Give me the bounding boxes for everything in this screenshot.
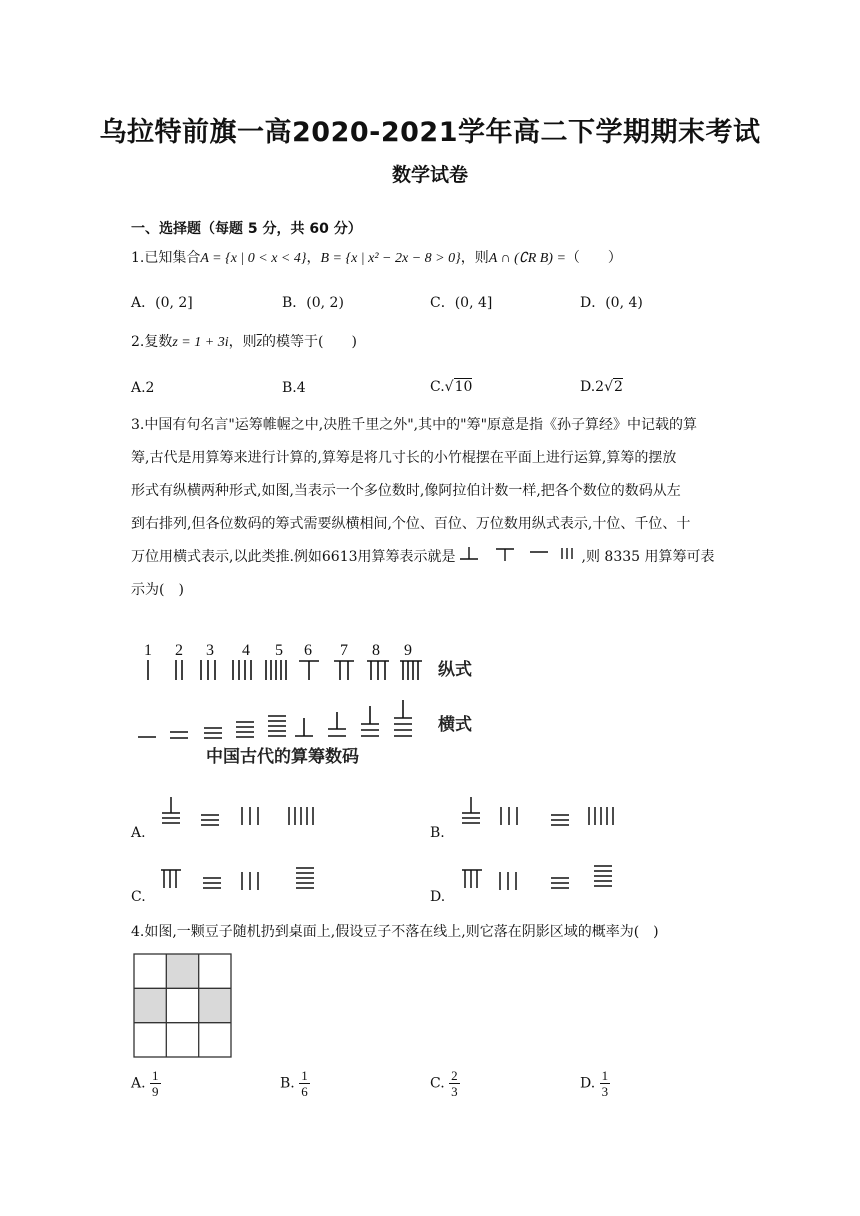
q4-option-b-den: 6 [301, 1084, 308, 1099]
q3-line-1: 3.中国有句名言"运筹帷幄之中,决胜千里之外",其中的"筹"原意是指《孙子算经》中记载的算 [131, 417, 698, 433]
grid-cell-shaded [166, 954, 198, 988]
rod-numerals-figure [138, 640, 483, 770]
digit-label-3: 3 [206, 642, 214, 659]
q3-option-c-label[interactable]: C. [131, 889, 146, 905]
q2-option-d[interactable]: D.2√2 [580, 379, 623, 395]
grid-cell [134, 954, 166, 988]
page-subtitle: 数学试卷 [391, 164, 468, 186]
q4-option-c-num: 2 [451, 1068, 458, 1083]
q2-option-c-label: C. [430, 379, 445, 395]
q4-option-c-fraction [449, 1068, 460, 1099]
q1-option-b[interactable]: B．(0, 2) [282, 295, 344, 311]
q3-line-2: 筹,古代是用算筹来进行计算的,算筹是将几寸长的小竹棍摆在平面上进行运算,算筹的摆放 [131, 450, 677, 466]
q2-option-d-label: D.2 [580, 379, 605, 395]
q2-option-d-radicand: 2 [614, 379, 623, 395]
digit-label-9: 9 [404, 642, 412, 659]
digit-label-1: 1 [144, 642, 152, 659]
q4-grid-figure [133, 953, 233, 1059]
q3-option-c-rods[interactable] [155, 862, 325, 896]
q4-option-a-den: 9 [152, 1084, 159, 1099]
q3-line-4: 到右排列,但各位数码的筹式需要纵横相间,个位、百位、万位数用纵式表示,十位、千位、十 [131, 516, 691, 532]
question-4: 4.如图,一颗豆子随机扔到桌面上,假设豆子不落在线上,则它落在阴影区域的概率为( ) [131, 924, 659, 940]
q1-option-a[interactable]: A．(0, 2] [131, 295, 193, 311]
q4-option-c-den: 3 [451, 1084, 458, 1099]
grid-cell [199, 1023, 231, 1057]
horizontal-form-label: 横式 [438, 715, 472, 735]
q2-option-c[interactable]: C.√10 [430, 379, 473, 395]
vertical-form-label: 纵式 [438, 660, 472, 680]
digit-label-6: 6 [304, 642, 312, 659]
grid-cell [166, 988, 198, 1022]
vertical-forms [148, 660, 422, 680]
q4-option-d-num: 1 [601, 1068, 609, 1083]
q3-option-d-label[interactable]: D. [430, 889, 446, 905]
q4-option-b-num: 1 [301, 1068, 308, 1083]
q4-option-d-den: 3 [601, 1084, 609, 1099]
q3-line-5-post: ,则 8335 用算筹可表 [581, 549, 715, 565]
grid-cell-shaded [134, 988, 166, 1022]
q1-set-a: A = {x | 0 < x < 4} [200, 251, 307, 266]
q4-option-b-label: B. [280, 1075, 295, 1092]
q2-zbar: $\overline{z}$ [256, 335, 263, 350]
digit-label-2: 2 [175, 642, 183, 659]
q3-option-b-label[interactable]: B. [430, 825, 445, 841]
q2-prefix: 2.复数 [131, 334, 173, 350]
q1-option-d[interactable]: D．(0, 4) [580, 295, 643, 311]
q2-z: z = 1 + 3i [172, 335, 229, 350]
question-3-text [131, 409, 733, 607]
page-title: 乌拉特前旗一高2020-2021学年高二下学期期末考试 [99, 117, 761, 148]
q4-option-d-label: D. [580, 1075, 596, 1092]
q2-option-c-radicand: 10 [454, 379, 473, 395]
q4-option-c-label: C. [430, 1075, 445, 1092]
q4-option-b[interactable] [280, 1068, 310, 1099]
q3-option-a-rods[interactable] [155, 795, 325, 829]
section-heading: 一、选择题（每题 5 分，共 60 分） [131, 221, 362, 237]
grid-cell-shaded [199, 988, 231, 1022]
horizontal-forms [138, 700, 412, 738]
rod-numerals-svg [138, 640, 483, 770]
q2-option-a[interactable]: A.2 [131, 380, 155, 396]
q4-option-a-num: 1 [152, 1068, 159, 1083]
q2-suffix: 的模等于( ) [262, 334, 357, 350]
q3-option-d-rods[interactable] [455, 862, 625, 896]
q4-option-a-fraction [150, 1068, 161, 1099]
q3-line-5-pre: 万位用横式表示,以此类推.例如6613用算筹表示就是 [131, 549, 456, 565]
q2-mid: ，则 [228, 334, 257, 350]
q3-line-6: 示为( ) [131, 582, 184, 598]
q1-set-b: B = {x | x² − 2x − 8 > 0} [320, 251, 461, 266]
digit-label-5: 5 [275, 642, 283, 659]
q2-option-b[interactable]: B.4 [282, 380, 306, 396]
q3-line-3: 形式有纵横两种形式,如图,当表示一个多位数时,像阿拉伯计数一样,把各个数位的数码从左 [131, 483, 681, 499]
q3-option-b-rods[interactable] [455, 795, 625, 829]
q1-sep: ， [306, 250, 321, 266]
q3-option-a-label[interactable]: A. [131, 825, 146, 841]
question-2 [131, 335, 731, 350]
digit-label-7: 7 [340, 642, 348, 659]
q4-option-a-label: A. [131, 1075, 146, 1092]
q4-option-d[interactable] [580, 1068, 610, 1099]
q1-ask: ，则 [460, 250, 489, 266]
grid-cell [199, 954, 231, 988]
grid-cell [134, 1023, 166, 1057]
q4-option-c[interactable] [430, 1068, 460, 1099]
q4-option-d-fraction [600, 1068, 611, 1099]
figure-caption: 中国古代的算筹数码 [206, 747, 359, 767]
q3-line-5 [131, 541, 733, 574]
digit-label-4: 4 [242, 642, 250, 659]
grid-cell [166, 1023, 198, 1057]
q4-option-a[interactable] [131, 1068, 161, 1099]
q1-expression: A ∩ (∁R B) = [488, 251, 566, 266]
digit-label-8: 8 [372, 642, 380, 659]
q1-prefix: 1.已知集合 [131, 250, 201, 266]
question-1 [131, 251, 731, 266]
example-6613-rods [458, 545, 580, 563]
q1-paren: （ ） [565, 250, 622, 266]
q1-option-c[interactable]: C．(0, 4] [430, 295, 493, 311]
q4-option-b-fraction [299, 1068, 310, 1099]
